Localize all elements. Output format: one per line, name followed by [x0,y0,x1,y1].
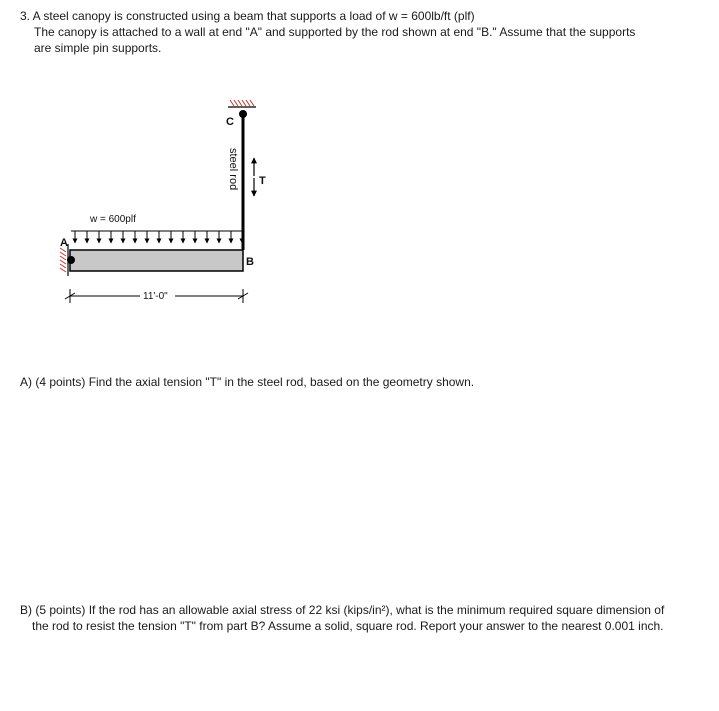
ceiling-support-hatch [228,100,256,107]
label-b: B [246,256,254,268]
beam [70,250,243,271]
problem-line-3: are simple pin supports. [34,41,162,55]
distributed-load [71,231,243,243]
label-span: 11'-0" [143,291,168,302]
label-a: A [60,237,68,249]
label-c: C [226,116,234,128]
part-b-question-line-1: B) (5 points) If the rod has an allowable axial stress of 22 ksi (kips/in²), what is the minimum required square dimension of [20,603,665,617]
pin-c [239,110,247,118]
label-load: w = 600plf [90,214,136,225]
part-a-question: A) (4 points) Find the axial tension "T" in the steel rod, based on the geometry shown. [20,375,475,389]
problem-line-1: 3. A steel canopy is constructed using a beam that supports a load of w = 600lb/ft (plf) [20,9,475,23]
label-t: T [259,175,266,187]
pin-a [67,256,75,264]
label-steel-rod: steel rod [227,148,239,191]
part-b-question-line-2: the rod to resist the tension "T" from part B? Assume a solid, square rod. Report your answer to the nearest 0.001 inch. [32,619,664,633]
problem-line-2: The canopy is attached to a wall at end "A" and supported by the rod shown at end "B." Assume that the supports [34,25,636,39]
